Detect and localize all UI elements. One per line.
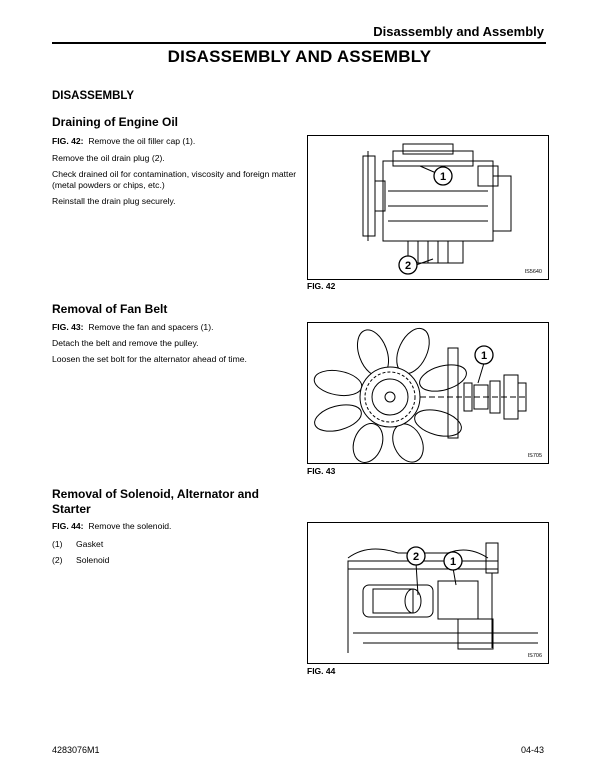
list-item-number: (2) xyxy=(52,555,63,565)
figure-44-solenoid-illustration xyxy=(307,522,549,664)
callout-2: 2 xyxy=(404,260,412,272)
document-number: 4283076M1 xyxy=(52,745,100,755)
callout-1: 1 xyxy=(439,171,447,183)
figure-43-fan-illustration xyxy=(307,322,549,464)
subsection-title-line: Removal of Solenoid, Alternator and xyxy=(52,487,259,501)
subsection-title-fan-belt: Removal of Fan Belt xyxy=(52,302,168,316)
fig-ref: FIG. 44: xyxy=(52,521,84,531)
instruction-text: Remove the fan and spacers (1). xyxy=(88,322,214,332)
subsection-title-solenoid xyxy=(52,487,259,517)
list-item xyxy=(52,555,109,565)
fig-ref: FIG. 43: xyxy=(52,322,84,332)
callout-2: 2 xyxy=(412,551,420,563)
paragraph: Check drained oil for contamination, viscosity and foreign matter (metal powders or chips, etc.) xyxy=(52,169,297,190)
list-item-text: Solenoid xyxy=(76,555,110,565)
paragraph: Remove the oil drain plug (2). xyxy=(52,153,165,163)
list-item xyxy=(52,539,103,549)
figure-caption-42: FIG. 42 xyxy=(307,281,336,291)
figure-caption-44: FIG. 44 xyxy=(307,666,336,676)
instruction-fig44 xyxy=(52,521,302,532)
callout-1: 1 xyxy=(449,556,457,568)
instruction-text: Remove the oil filler cap (1). xyxy=(88,136,196,146)
instruction-fig43 xyxy=(52,322,302,333)
list-item-number: (1) xyxy=(52,539,63,549)
list-item-text: Gasket xyxy=(76,539,104,549)
subsection-title-draining: Draining of Engine Oil xyxy=(52,115,178,129)
figure-code: IS706 xyxy=(527,653,542,659)
callout-1: 1 xyxy=(480,350,488,362)
page-number: 04-43 xyxy=(520,745,544,755)
figure-42-engine-illustration xyxy=(307,135,549,280)
paragraph: Detach the belt and remove the pulley. xyxy=(52,338,199,348)
section-title: DISASSEMBLY xyxy=(52,90,135,102)
figure-caption-43: FIG. 43 xyxy=(307,466,336,476)
figure-code: IS705 xyxy=(527,453,542,459)
page-title: DISASSEMBLY AND ASSEMBLY xyxy=(167,47,432,66)
instruction-text: Remove the solenoid. xyxy=(88,521,172,531)
fig-ref: FIG. 42: xyxy=(52,136,84,146)
running-header: Disassembly and Assembly xyxy=(373,24,544,39)
figure-code: IS5640 xyxy=(524,269,542,275)
instruction-fig42 xyxy=(52,136,302,147)
header-rule xyxy=(52,42,546,44)
subsection-title-line: Starter xyxy=(52,502,91,516)
paragraph: Loosen the set bolt for the alternator ahead of time. xyxy=(52,354,247,364)
paragraph: Reinstall the drain plug securely. xyxy=(52,196,176,206)
